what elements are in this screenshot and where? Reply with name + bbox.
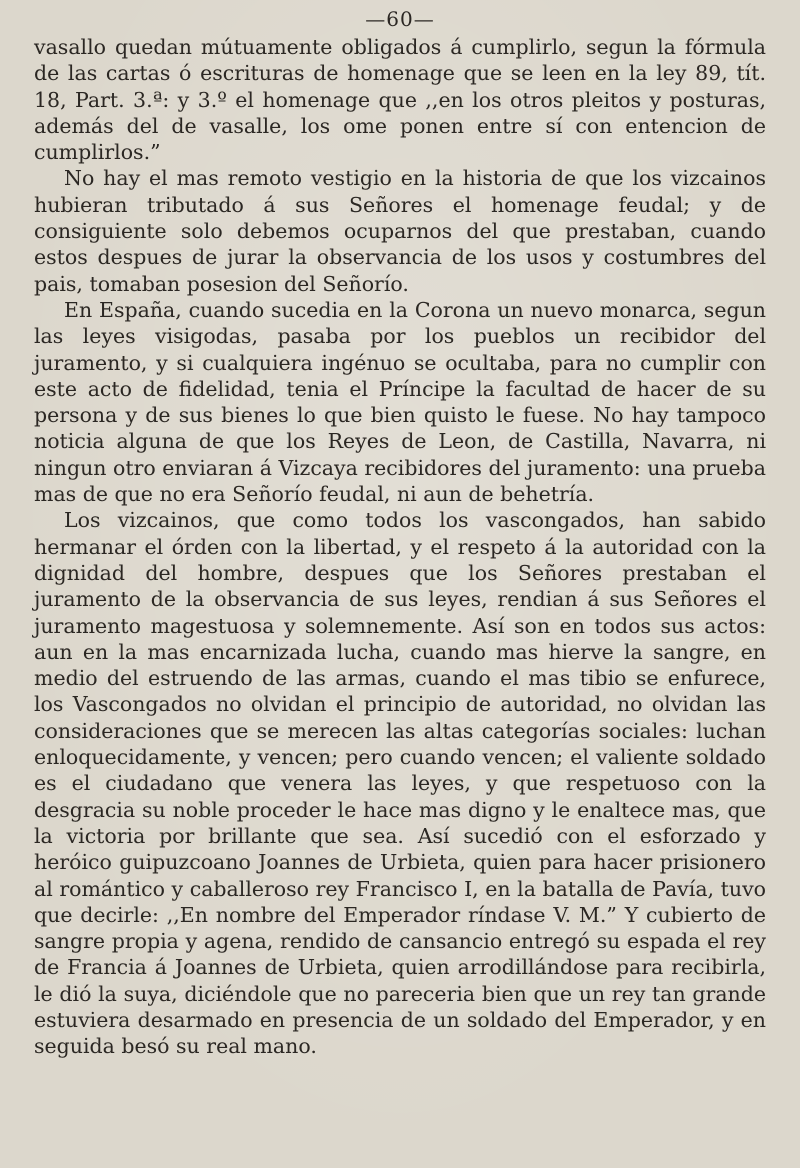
page-number: —60— <box>365 7 435 31</box>
paragraph-1: vasallo quedan mútuamente obligados á cumplirlo, segun la fórmula de las cartas ó escrituras de homenage que se leen en la ley 89, tít. 18, Part. 3.ª: y 3.º el homenage que ,,en los otros pleitos y posturas, además del de vasalle, los ome ponen entre sí con entencion de cumplirlos.” <box>34 35 766 165</box>
paragraph-2: No hay el mas remoto vestigio en la historia de que los vizcainos hubieran tributado á sus Señores el homenage feudal; y de consiguiente solo debemos ocuparnos del que prestaban, cuando estos despues de jurar la observancia de los usos y costumbres del pais, tomaban posesion del Señorío. <box>34 166 766 296</box>
paragraph-3: En España, cuando sucedia en la Corona un nuevo monarca, segun las leyes visigodas, pasaba por los pueblos un recibidor del juramento, y si cualquiera ingénuo se ocultaba, para no cumplir con este acto de fidelidad, tenia el Príncipe la facultad de hacer de su persona y de sus bienes lo que bien quisto le fuese. No hay tampoco noticia alguna de que los Reyes de Leon, de Castilla, Navarra, ni ningun otro enviaran á Vizcaya recibidores del juramento: una prueba mas de que no era Señorío feudal, ni aun de behetría. <box>34 297 766 507</box>
paragraph-4: Los vizcainos, que como todos los vascongados, han sabido hermanar el órden con la libertad, y el respeto á la autoridad con la dignidad del hombre, despues que los Señores prestaban el juramento de la observancia de sus leyes, rendian á sus Señores el juramento magestuosa y solemnemente. Así son en todos sus actos: aun en la mas encarnizada lucha, cuando mas hierve la sangre, en medio del estruendo de las armas, cuando el mas tibio se enfurece, los Vascongados no olvidan el principio de autoridad, no olvidan las consideraciones que se merecen las altas categorías sociales: luchan enloquecidamente, y vencen; pero cuando vencen; el valiente soldado es el ciudadano que venera las leyes, y que respetuoso con la desgracia su noble proceder le hace mas digno y le enaltece mas, que la victoria por brillante que sea. Así sucedió con el esforzado y heróico guipuzcoano Joannes de Urbieta, quien para hacer prisionero al romántico y caballeroso rey Francisco I, en la batalla de Pavía, tuvo que decirle: ,,En nombre del Emperador ríndase V. M.” Y cubierto de sangre propia y agena, rendido de cansancio entregó su espada el rey de Francia á Joannes de Urbieta, quien arrodillándose para recibirla, le dió la suya, diciéndole que no pareceria bien que un rey tan grande estuviera desarmado en presencia de un soldado del Emperador, y en seguida besó su real mano. <box>34 508 766 1059</box>
